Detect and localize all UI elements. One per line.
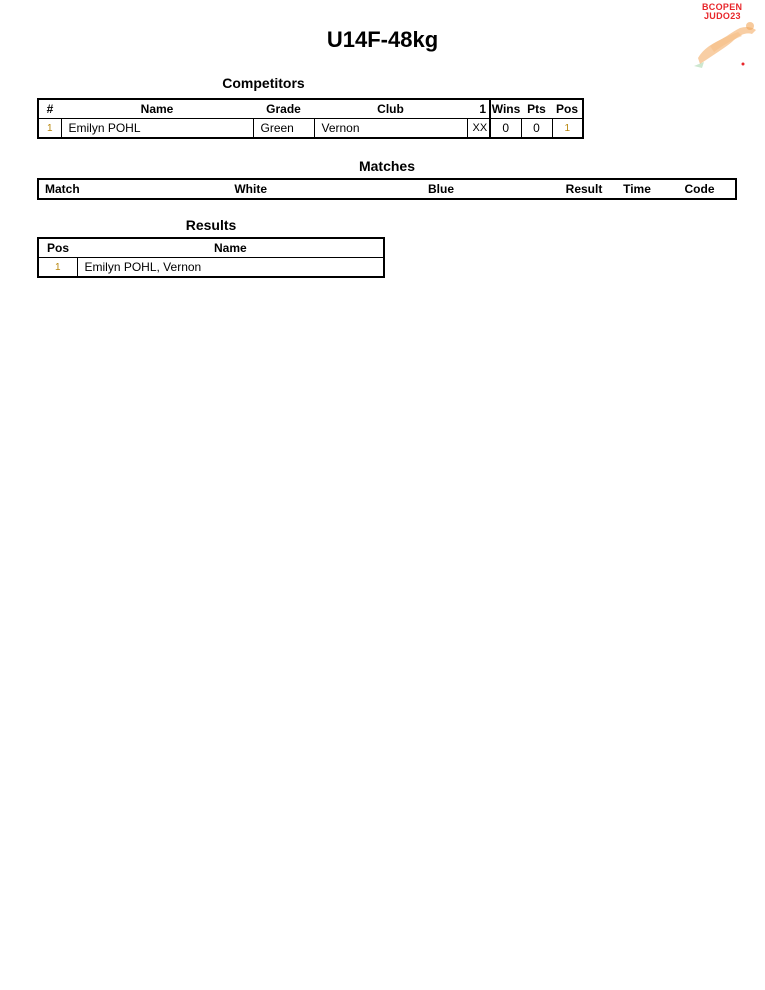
competitors-heading: Competitors (222, 75, 305, 91)
competitor-club: Vernon (314, 119, 467, 139)
col-grade-header: Grade (253, 99, 314, 119)
col-round-1-header: 1 (467, 99, 490, 119)
competitors-table (37, 98, 584, 139)
col-name-header: Name (77, 238, 384, 258)
col-number-header: # (38, 99, 61, 119)
col-white-header: White (234, 182, 267, 196)
col-club-header: Club (314, 99, 467, 119)
competitors-header-row (38, 99, 583, 119)
col-match-header: Match (45, 182, 80, 196)
col-time-header: Time (623, 182, 651, 196)
matches-table (37, 178, 737, 200)
results-table (37, 237, 385, 278)
matches-spacer (303, 179, 428, 199)
result-name: Emilyn POHL, Vernon (77, 258, 384, 278)
col-pos-header: Pos (38, 238, 77, 258)
judo-throw-figure-icon (690, 18, 762, 70)
bc-open-judo-logo (690, 0, 762, 70)
col-pos-header: Pos (552, 99, 583, 119)
logo-line-2: JUDO23 (704, 11, 741, 21)
logo-line-1: BCOPEN (702, 2, 743, 12)
competitor-name: Emilyn POHL (61, 119, 253, 139)
table-row (38, 258, 384, 278)
competitor-number: 1 (38, 119, 61, 139)
col-name-header: Name (61, 99, 253, 119)
col-result-header: Result (565, 182, 603, 196)
matches-header-row (38, 179, 736, 199)
competitor-round-1-cell: XX (467, 119, 490, 139)
competitor-grade: Green (253, 119, 314, 139)
competitor-position: 1 (552, 119, 583, 139)
results-heading: Results (185, 217, 237, 233)
results-header-row (38, 238, 384, 258)
col-blue-header: Blue (428, 182, 455, 196)
col-wins-header: Wins (490, 99, 521, 119)
result-position: 1 (38, 258, 77, 278)
competitor-wins: 0 (490, 119, 521, 139)
col-pts-header: Pts (521, 99, 552, 119)
competitor-points: 0 (521, 119, 552, 139)
table-row (38, 119, 583, 139)
page-title: U14F-48kg (326, 27, 439, 52)
col-code-header: Code (684, 182, 715, 196)
matches-heading: Matches (358, 158, 416, 174)
